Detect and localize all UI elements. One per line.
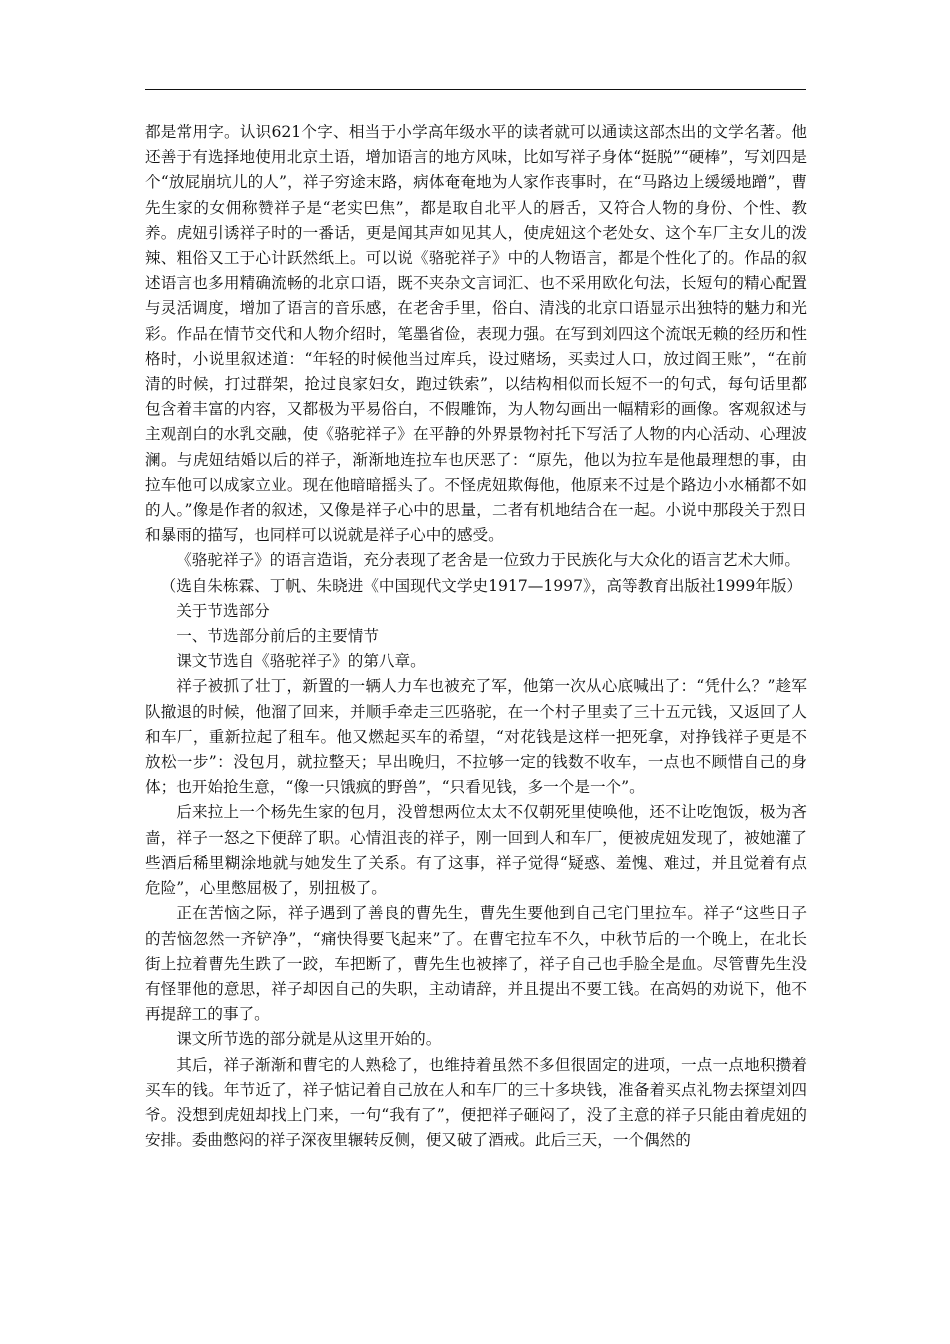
subsection-heading: 一、节选部分前后的主要情节 xyxy=(176,627,379,646)
paragraph: 课文所节选的部分就是从这里开始的。 xyxy=(176,1030,442,1049)
paragraph: 后来拉上一个杨先生家的包月，没曾想两位太太不仅朝死里使唤他，还不让吃饱饭，极为吝啬，祥子一怒之下便辞了职。心情沮丧的祥子，刚一回到人和车厂，便被虎妞发现了，被她灌了些酒后稀里糊涂地就与她发生了关系。有了这事，祥子觉得“疑惑、羞愧、难过，并且觉着有点危险”，心里憋屈极了，别扭极了。 xyxy=(145,803,807,898)
source-citation: （选自朱栋霖、丁帆、朱晓进《中国现代文学史1917—1997》，高等教育出版社1999年版） xyxy=(160,576,803,595)
section-heading: 关于节选部分 xyxy=(176,601,270,620)
paragraph-continued: 都是常用字。认识621个字、相当于小学高年级水平的读者就可以通读这部杰出的文学名著。他还善于有选择地使用北京土语，增加语言的地方风味，比如写祥子身体“挺脱”“硬棒”，写刘四是个“放屁崩坑儿的人”，祥子穷途末路，病体奄奄地为人家作丧事时，在“马路边上缓缓地蹭”，曹先生家的女佣称赞祥子是“老实巴焦”，都是取自北平人的唇舌，又符合人物的身份、个性、教养。虎妞引诱祥子时的一番话，更是闻其声如见其人，使虎妞这个老处女、这个车厂主女儿的泼辣、粗俗又工于心计跃然纸上。可以说《骆驼祥子》中的人物语言，都是个性化了的。作品的叙述语言也多用精确流畅的北京口语，既不夹杂文言词汇、也不采用欧化句法，长短句的精心配置与灵活调度，增加了语言的音乐感，在老舍手里，俗白、清浅的北京口语显示出独特的魅力和光彩。作品在情节交代和人物介绍时，笔墨省俭，表现力强。在写到刘四这个流氓无赖的经历和性格时，小说里叙述道：“年轻的时候他当过库兵，设过赌场，买卖过人口，放过阎王账”，“在前清的时候，打过群架，抢过良家妇女，跑过铁索”，以结构相似而长短不一的句式，每句话里都包含着丰富的内容，又都极为平易俗白，不假雕饰，为人物勾画出一幅精彩的画像。客观叙述与主观剖白的水乳交融，使《骆驼祥子》在平静的外界景物衬托下写活了人物的内心活动、心理波澜。与虎妞结婚以后的祥子，渐渐地连拉车也厌恶了：“原先，他以为拉车是他最理想的事，由拉车他可以成家立业。现在他暗暗摇头了。不怪虎妞欺侮他，他原来不过是个路边小水桶都不如的人。”像是作者的叙述，又像是祥子心中的思量，二者有机地结合在一起。小说中那段关于烈日和暴雨的描写，也同样可以说就是祥子心中的感受。 xyxy=(145,123,807,545)
paragraph: 正在苦恼之际，祥子遇到了善良的曹先生，曹先生要他到自己宅门里拉车。祥子“这些日子的苦恼忽然一齐铲净”，“痛快得要飞起来”了。在曹宅拉车不久，中秋节后的一个晚上，在北长街上拉着曹先生跌了一跤，车把断了，曹先生也被摔了，祥子自己也手脸全是血。尽管曹先生没有怪罪他的意思，祥子却因自己的失职，主动请辞，并且提出不要工钱。在高妈的劝说下，他不再提辞工的事了。 xyxy=(145,904,807,1024)
paragraph: 其后，祥子渐渐和曹宅的人熟稔了，也维持着虽然不多但很固定的进项，一点一点地积攒着买车的钱。年节近了，祥子惦记着自己放在人和车厂的三十多块钱，准备着买点礼物去探望刘四爷。没想到虎妞却找上门来，一句“我有了”，便把祥子砸闷了，没了主意的祥子只能由着虎妞的安排。委曲憋闷的祥子深夜里辗转反侧，便又破了酒戒。此后三天，一个偶然的 xyxy=(145,1055,807,1150)
paragraph: 课文节选自《骆驼祥子》的第八章。 xyxy=(176,652,426,671)
paragraph-conclusion: 《骆驼祥子》的语言造诣，充分表现了老舍是一位致力于民族化与大众化的语言艺术大师。 xyxy=(176,551,800,570)
header-rule xyxy=(145,89,806,90)
document-body xyxy=(145,120,807,1153)
paragraph: 祥子被抓了壮丁，新置的一辆人力车也被充了军，他第一次从心底喊出了：“凭什么？”趁军队撤退的时候，他溜了回来，并顺手牵走三匹骆驼，在一个村子里卖了三十五元钱，又返回了人和车厂，重新拉起了租车。他又燃起买车的希望，“对花钱是这样一把死拿，对挣钱祥子更是不放松一步”：没包月，就拉整天；早出晚归，不拉够一定的钱数不收车，一点也不顾惜自己的身体；也开始抢生意，“像一只饿疯的野兽”，“只看见钱，多一个是一个”。 xyxy=(145,677,807,797)
